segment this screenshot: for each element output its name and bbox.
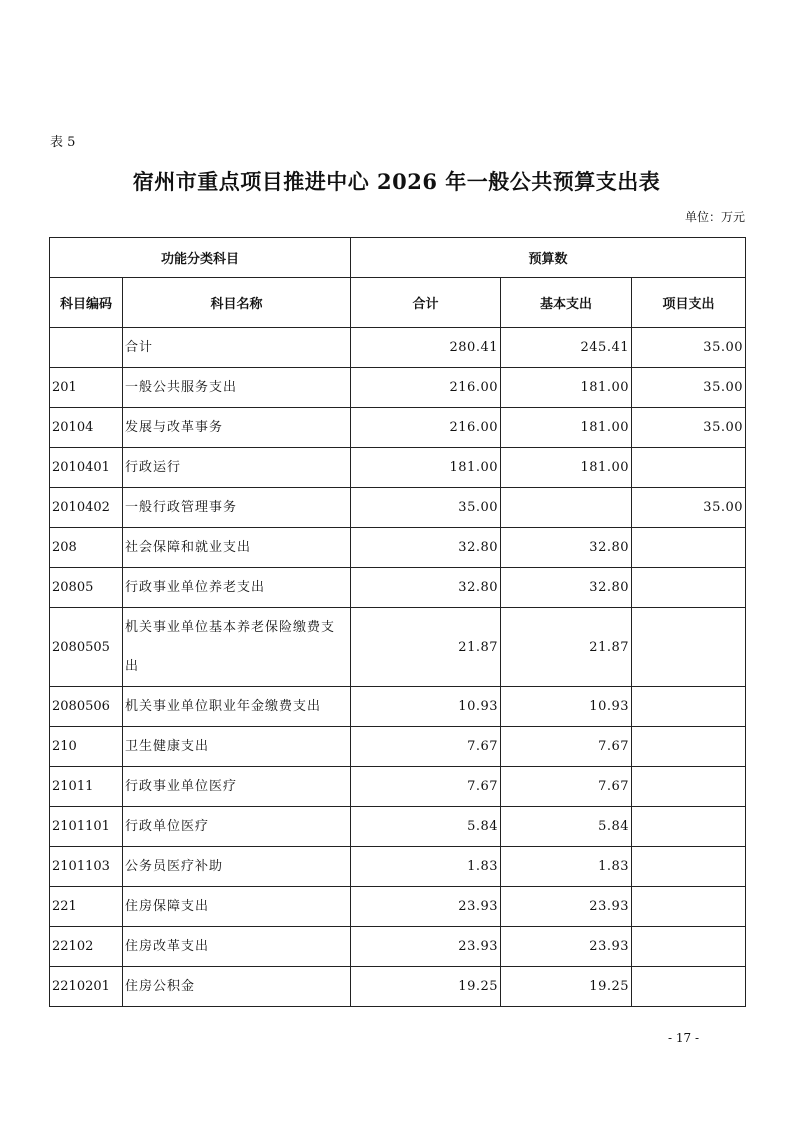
row-name: 公务员医疗补助 (123, 847, 351, 887)
row-total: 32.80 (351, 528, 501, 568)
table-row (50, 528, 746, 568)
row-total: 7.67 (351, 767, 501, 807)
row-basic: 7.67 (501, 727, 632, 767)
group-header-row (50, 238, 746, 278)
row-total: 10.93 (351, 687, 501, 727)
column-header-name: 科目名称 (123, 278, 351, 328)
column-header-basic: 基本支出 (501, 278, 632, 328)
row-code: 20805 (50, 568, 123, 608)
row-code: 20104 (50, 408, 123, 448)
row-basic: 181.00 (501, 368, 632, 408)
row-total: 7.67 (351, 727, 501, 767)
column-header-total: 合计 (351, 278, 501, 328)
row-project (632, 727, 746, 767)
row-basic: 1.83 (501, 847, 632, 887)
table-row (50, 727, 746, 767)
column-header-code: 科目编码 (50, 278, 123, 328)
row-name: 住房改革支出 (123, 927, 351, 967)
table-row (50, 408, 746, 448)
row-basic: 10.93 (501, 687, 632, 727)
row-project: 35.00 (632, 408, 746, 448)
unit-label: 单位：万元 (684, 210, 745, 224)
page-number: - 17 - (668, 1031, 700, 1045)
group-header-budget-amount: 预算数 (351, 238, 746, 278)
row-code: 2080506 (50, 687, 123, 727)
table-row (50, 807, 746, 847)
row-code: 201 (50, 368, 123, 408)
row-basic: 181.00 (501, 448, 632, 488)
row-project (632, 448, 746, 488)
row-basic: 19.25 (501, 967, 632, 1007)
table-row (50, 887, 746, 927)
table-row (50, 687, 746, 727)
row-project: 35.00 (632, 488, 746, 528)
document-title: 宿州市重点项目推进中心 2026 年一般公共预算支出表 (132, 169, 661, 194)
row-name: 发展与改革事务 (123, 408, 351, 448)
row-name: 一般公共服务支出 (123, 368, 351, 408)
row-total: 216.00 (351, 408, 501, 448)
row-code: 2080505 (50, 608, 123, 687)
row-name: 卫生健康支出 (123, 727, 351, 767)
row-project (632, 887, 746, 927)
column-header-row (50, 278, 746, 328)
row-name: 行政事业单位养老支出 (123, 568, 351, 608)
row-code: 210 (50, 727, 123, 767)
row-project (632, 847, 746, 887)
table-row (50, 328, 746, 368)
row-total: 216.00 (351, 368, 501, 408)
row-basic: 7.67 (501, 767, 632, 807)
row-total: 5.84 (351, 807, 501, 847)
row-code: 22102 (50, 927, 123, 967)
budget-table (49, 237, 746, 1007)
row-name: 行政单位医疗 (123, 807, 351, 847)
table-row (50, 608, 746, 687)
row-code: 208 (50, 528, 123, 568)
row-code: 2010402 (50, 488, 123, 528)
row-project (632, 687, 746, 727)
row-project (632, 608, 746, 687)
column-header-project: 项目支出 (632, 278, 746, 328)
row-basic: 5.84 (501, 807, 632, 847)
row-project (632, 767, 746, 807)
row-name: 住房公积金 (123, 967, 351, 1007)
row-basic: 21.87 (501, 608, 632, 687)
table-row (50, 847, 746, 887)
row-project (632, 528, 746, 568)
row-total: 23.93 (351, 887, 501, 927)
row-project: 35.00 (632, 368, 746, 408)
row-total: 23.93 (351, 927, 501, 967)
row-code: 2010401 (50, 448, 123, 488)
row-code: 2101103 (50, 847, 123, 887)
row-total: 32.80 (351, 568, 501, 608)
row-total: 1.83 (351, 847, 501, 887)
row-basic: 32.80 (501, 568, 632, 608)
table-row (50, 967, 746, 1007)
row-project (632, 927, 746, 967)
row-basic: 181.00 (501, 408, 632, 448)
row-name: 一般行政管理事务 (123, 488, 351, 528)
row-basic: 245.41 (501, 328, 632, 368)
row-name: 行政事业单位医疗 (123, 767, 351, 807)
row-project: 35.00 (632, 328, 746, 368)
row-name: 机关事业单位职业年金缴费支出 (123, 687, 351, 727)
table-row (50, 767, 746, 807)
group-header-function-classification: 功能分类科目 (50, 238, 351, 278)
row-total: 280.41 (351, 328, 501, 368)
row-total: 21.87 (351, 608, 501, 687)
table-row (50, 488, 746, 528)
table-row (50, 368, 746, 408)
row-name: 合计 (123, 328, 351, 368)
row-code: 21011 (50, 767, 123, 807)
row-code: 221 (50, 887, 123, 927)
row-name: 行政运行 (123, 448, 351, 488)
row-total: 181.00 (351, 448, 501, 488)
table-row (50, 927, 746, 967)
row-total: 35.00 (351, 488, 501, 528)
row-name: 社会保障和就业支出 (123, 528, 351, 568)
row-basic: 23.93 (501, 887, 632, 927)
row-code: 2101101 (50, 807, 123, 847)
row-code (50, 328, 123, 368)
row-name: 住房保障支出 (123, 887, 351, 927)
table-row (50, 448, 746, 488)
row-project (632, 967, 746, 1007)
row-project (632, 807, 746, 847)
row-code: 2210201 (50, 967, 123, 1007)
row-project (632, 568, 746, 608)
row-basic: 23.93 (501, 927, 632, 967)
row-basic (501, 488, 632, 528)
row-name: 机关事业单位基本养老保险缴费支出 (123, 608, 351, 687)
row-basic: 32.80 (501, 528, 632, 568)
table-row (50, 568, 746, 608)
row-total: 19.25 (351, 967, 501, 1007)
table-number: 表 5 (50, 135, 76, 150)
